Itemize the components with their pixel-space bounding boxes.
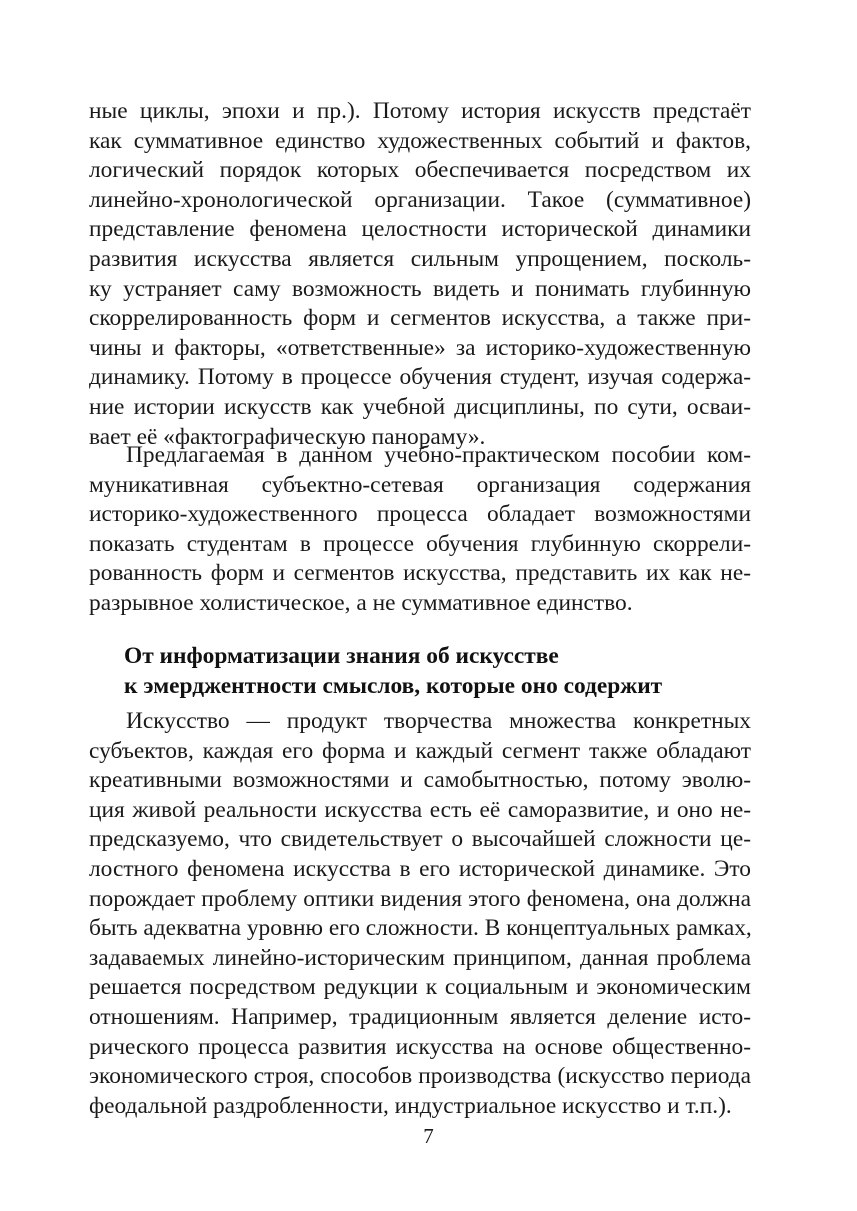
text-line: как суммативное единство художественных событий и фактов, bbox=[89, 127, 751, 154]
text-line: рованность форм и сегментов искусства, представить их как не- bbox=[89, 560, 751, 587]
heading-line: От информатизации знания об искусстве bbox=[124, 643, 559, 669]
text-line: предсказуемо, что свидетельствует о высочайшей сложности це- bbox=[89, 826, 751, 853]
text-line: ние истории искусств как учебной дисциплины, по сути, осваи- bbox=[89, 393, 751, 420]
text-line: муникативная субъектно-сетевая организация содержания bbox=[89, 471, 751, 498]
paragraph bbox=[89, 441, 751, 619]
text-line: разрывное холистическое, а не суммативное единство. bbox=[89, 589, 633, 616]
text-line: чины и факторы, «ответственные» за историко-художественную bbox=[89, 334, 751, 361]
text-line: линейно-хронологической организации. Такое (суммативное) bbox=[89, 186, 751, 213]
text-line: экономического строя, способов производства (искусство периода bbox=[89, 1063, 751, 1090]
text-line: историко-художественного процесса обладает возможностями bbox=[89, 501, 751, 528]
text-line: представление феномена целостности исторической динамики bbox=[89, 216, 751, 243]
text-line: задаваемых линейно-историческим принципом, данная проблема bbox=[89, 944, 751, 971]
text-line: порождает проблему оптики видения этого феномена, она должна bbox=[89, 885, 751, 912]
section-heading bbox=[124, 642, 764, 701]
text-line: быть адекватна уровню его сложности. В концептуальных рамках, bbox=[89, 915, 752, 942]
text-line: Предлагаемая в данном учебно-практическом пособии ком- bbox=[126, 442, 751, 468]
paragraph bbox=[89, 707, 751, 1121]
text-line: феодальной раздробленности, индустриальное искусство и т.п.). bbox=[89, 1092, 732, 1119]
text-line: вает её «фактографическую панораму». bbox=[89, 423, 486, 450]
text-line: лостного феномена искусства в его исторической динамике. Это bbox=[89, 855, 751, 882]
text-line: скоррелированность форм и сегментов искусства, а также при- bbox=[89, 305, 751, 332]
text-line: субъектов, каждая его форма и каждый сегмент также обладают bbox=[89, 737, 751, 764]
text-line: ция живой реальности искусства есть её саморазвитие, и оно не- bbox=[89, 796, 751, 823]
text-line: динамику. Потому в процессе обучения студент, изучая содержа- bbox=[89, 364, 751, 391]
page-number: 7 bbox=[423, 1124, 434, 1148]
text-line: ку устраняет саму возможность видеть и понимать глубинную bbox=[89, 275, 751, 302]
text-line: логический порядок которых обеспечивается посредством их bbox=[89, 157, 751, 184]
text-line: рического процесса развития искусства на основе общественно- bbox=[89, 1033, 751, 1060]
text-line: развития искусства является сильным упрощением, посколь- bbox=[89, 245, 751, 272]
text-line: ные циклы, эпохи и пр.). Потому история искусств предстаёт bbox=[89, 98, 751, 124]
text-line: отношениям. Например, традиционным является деление исто- bbox=[89, 1003, 751, 1030]
text-line: решается посредством редукции к социальным и экономическим bbox=[89, 974, 751, 1001]
paragraph-continued bbox=[89, 97, 751, 452]
heading-line: к эмерджентности смыслов, которые оно содержит bbox=[124, 672, 663, 699]
text-line: креативными возможностями и самобытностью, потому эволю- bbox=[89, 767, 751, 794]
text-line: Искусство — продукт творчества множества конкретных bbox=[126, 708, 751, 734]
text-line: показать студентам в процессе обучения глубинную скоррели- bbox=[89, 530, 751, 557]
